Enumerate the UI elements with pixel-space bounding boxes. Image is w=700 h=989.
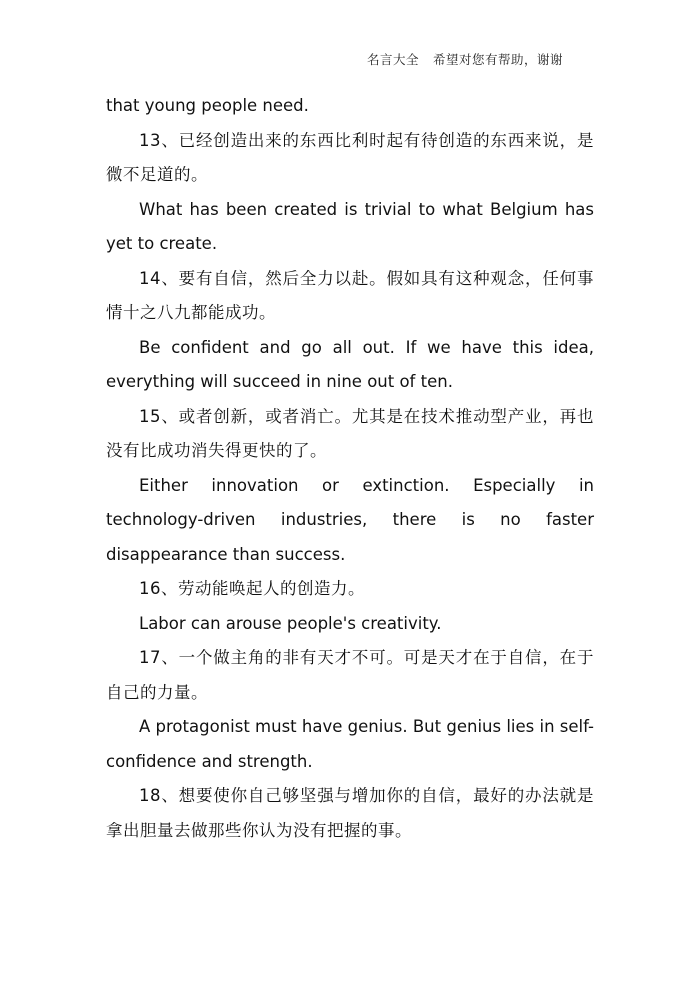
quote-17-zh: 17、一个做主角的非有天才不可。可是天才在于自信，在于自己的力量。 xyxy=(106,648,594,702)
document-body xyxy=(106,89,594,848)
header-note: 希望对您有帮助，谢谢 xyxy=(433,52,564,67)
quote-15-en: Either innovation or extinction. Especially in technology-driven industries, there is no faster disappearance than success. xyxy=(106,475,594,564)
header-title: 名言大全 xyxy=(367,52,420,67)
quote-13-en: What has been created is trivial to what Belgium has yet to create. xyxy=(106,199,594,253)
quote-18-zh: 18、想要使你自己够坚强与增加你的自信，最好的办法就是拿出胆量去做那些你认为没有把握的事。 xyxy=(106,786,594,840)
quote-16-zh: 16、劳动能唤起人的创造力。 xyxy=(139,579,365,598)
quote-14-zh: 14、要有自信，然后全力以赴。假如具有这种观念，任何事情十之八九都能成功。 xyxy=(106,268,594,322)
page-header xyxy=(367,50,563,68)
paragraph-continuation: that young people need. xyxy=(106,96,309,115)
quote-13-zh: 13、已经创造出来的东西比利时起有待创造的东西来说，是微不足道的。 xyxy=(106,130,594,184)
quote-17-en: A protagonist must have genius. But genius lies in self-confidence and strength. xyxy=(106,717,594,771)
quote-16-en: Labor can arouse people's creativity. xyxy=(139,613,442,633)
quote-15-zh: 15、或者创新，或者消亡。尤其是在技术推动型产业，再也没有比成功消失得更快的了。 xyxy=(106,406,594,460)
quote-14-en: Be confident and go all out. If we have this idea, everything will succeed in nine out of ten. xyxy=(106,337,594,391)
